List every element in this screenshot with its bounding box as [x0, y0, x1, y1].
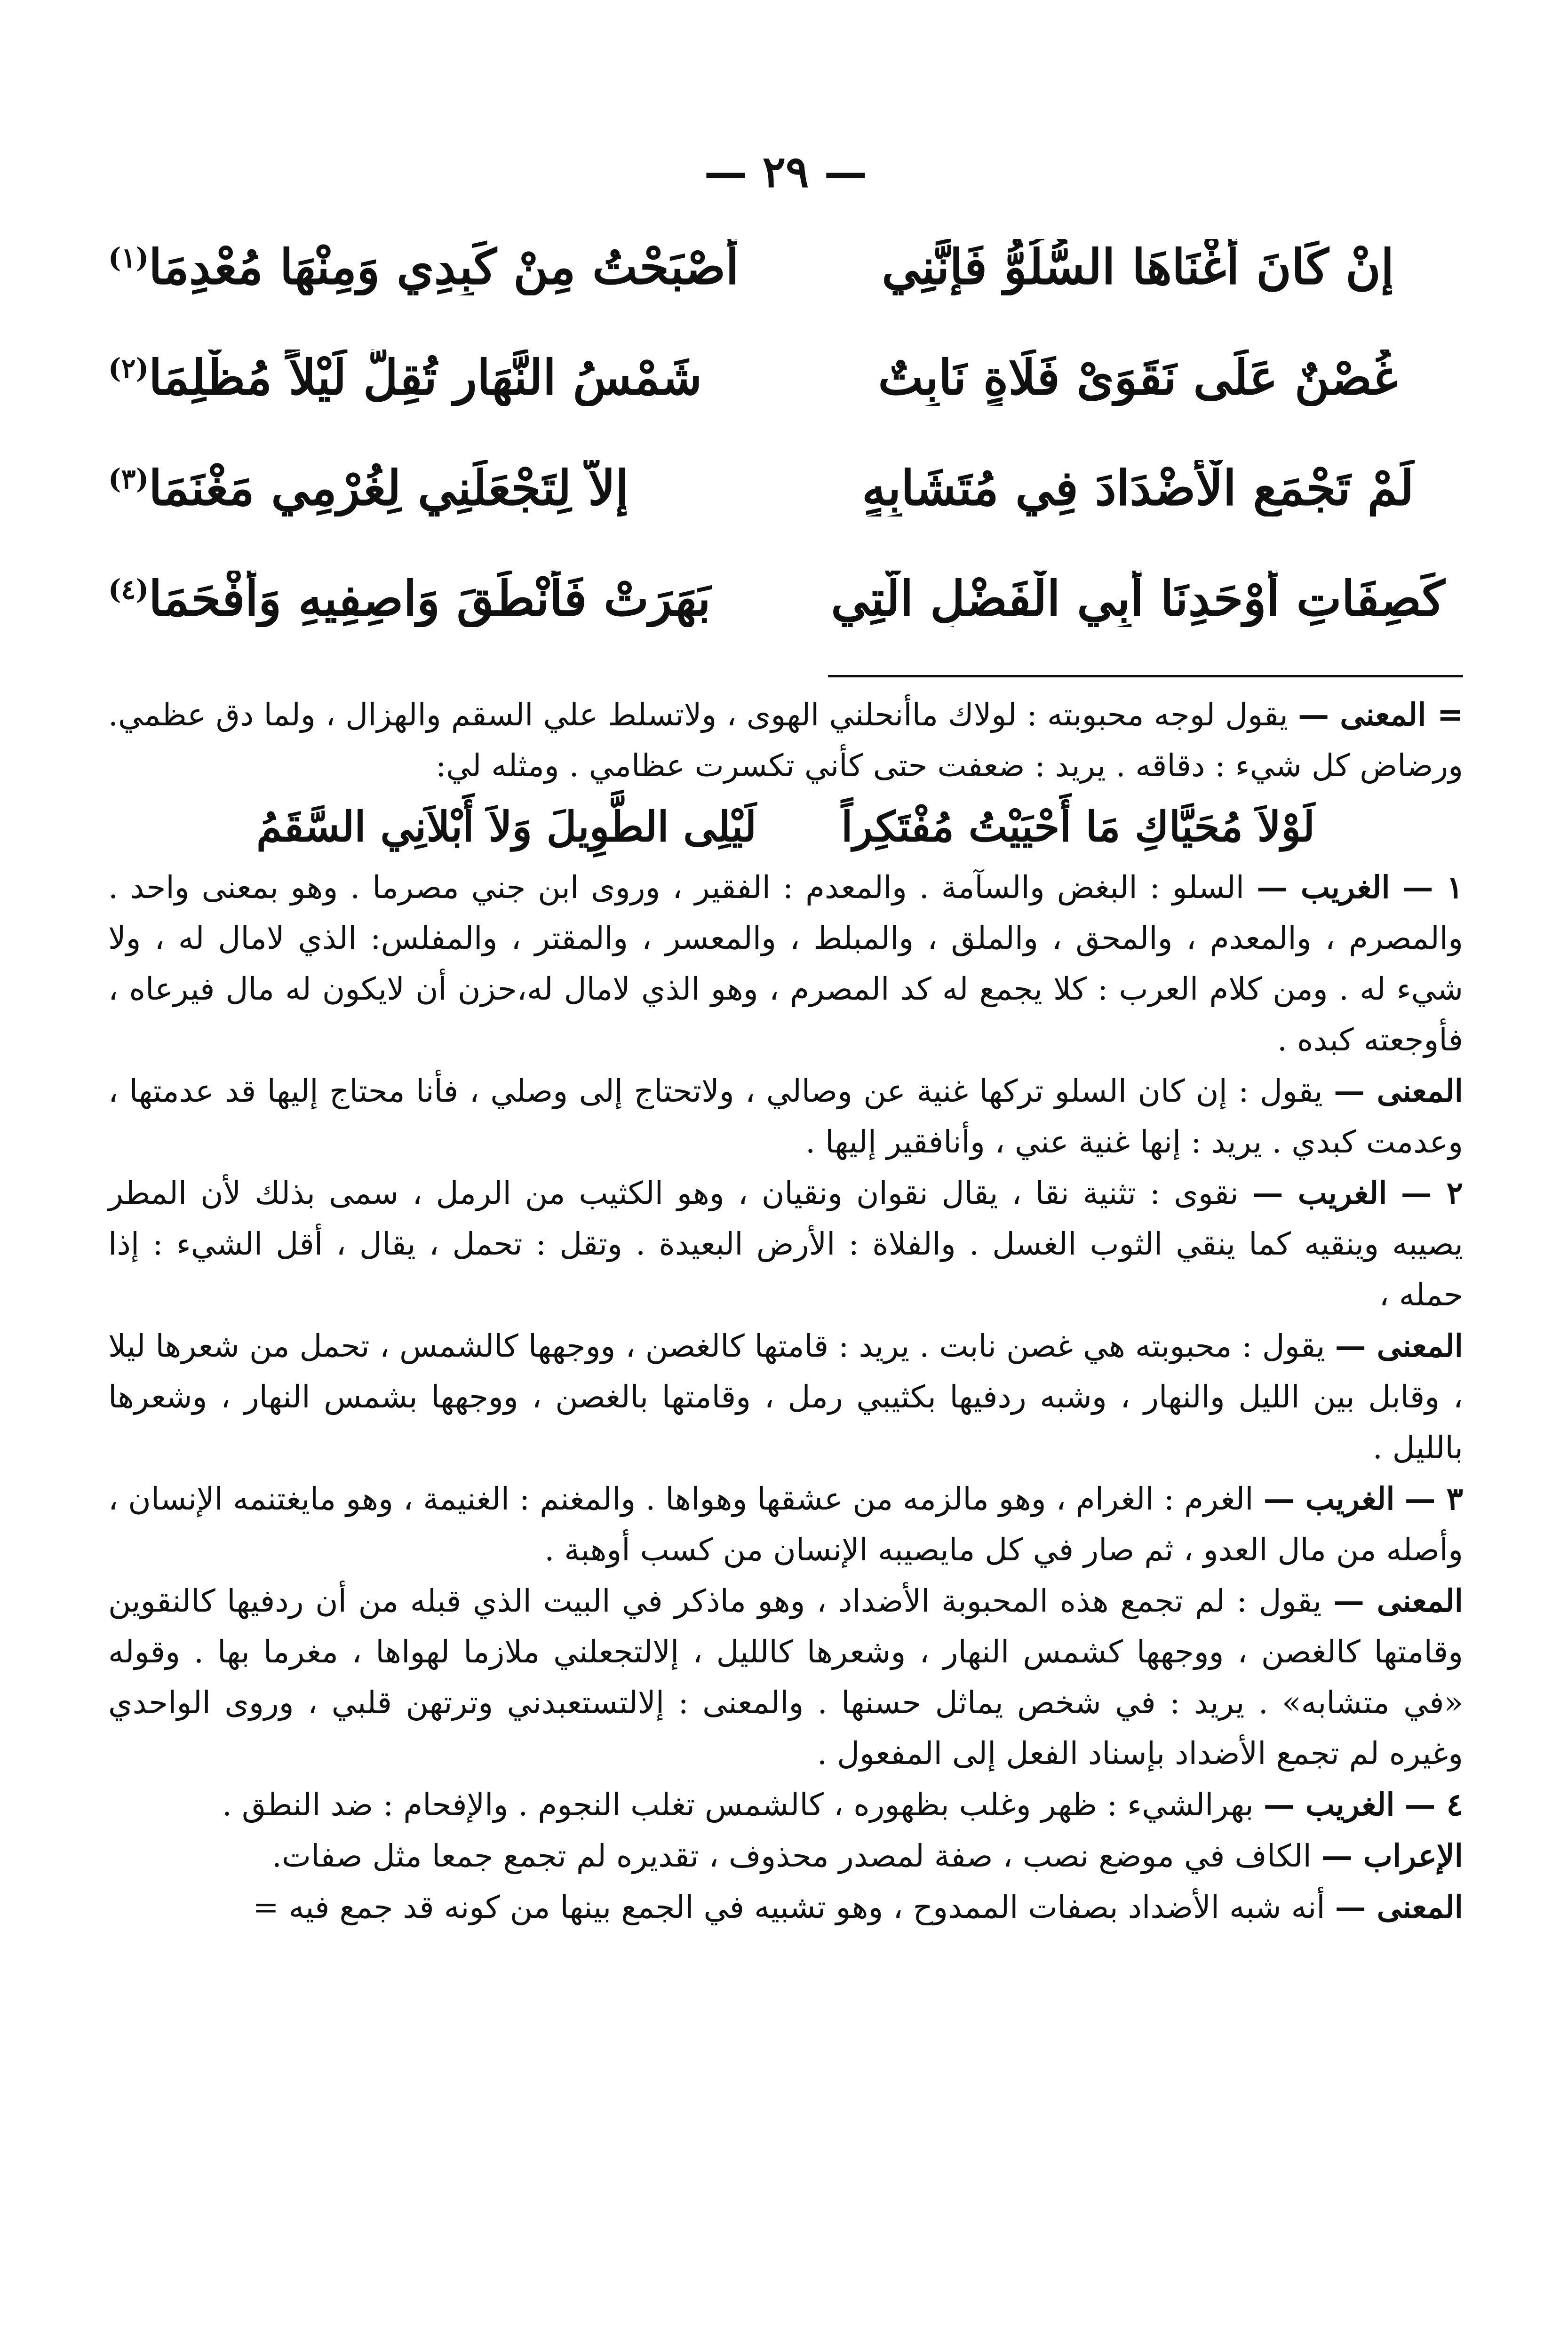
section-label: الغريب — [1263, 1786, 1395, 1823]
verse-second-hemistich [108, 460, 758, 516]
verse-first-hemistich: لَمْ تَجْمَعِ الْأَضْدَادَ فِي مُتَشَابِهٍ [862, 460, 1414, 516]
quoted-verse [108, 791, 1463, 862]
page-number: — ٢٩ — [704, 146, 868, 197]
section-text: بهرالشيء : ظهر وغلب بظهوره ، كالشمس تغلب النجوم . والإفحام : ضد النطق . [222, 1787, 1254, 1823]
quoted-verse-first: لَوْلاَ مُحَيَّاكِ مَا أَحْيَيْتُ مُفْتَكِراً [841, 802, 1315, 851]
footnote-ref: (٢) [108, 352, 149, 384]
footnote-ref: (١) [108, 241, 149, 274]
section-label: المعنى — [1334, 1073, 1463, 1109]
verse-text: أُصْبَحْتُ مِنْ كَبِدِي وَمِنْهَا مُعْدِمَا [149, 238, 739, 295]
quoted-verse-second: لَيْلِى الطَّوِيلَ وَلاَ أَبْلاَنِي السَّقَمُ [256, 802, 757, 851]
section-text: الغرم : الغرام ، وهو مالزمه من عشقها وهواها . والمغنم : الغنيمة ، وهو مايغتنمه الإنسان ، وأصله من مال العدو ، ثم صار في كل مايصيبه الإنسان من كسب أوهبة . [108, 1481, 1463, 1568]
footnote-ref: (٤) [108, 573, 149, 605]
section-text: نقوى : تثنية نقا ، يقال نقوان ونقيان ، وهو الكثيب من الرمل ، سمى بذلك لأن المطر يصيبه وينقيه كما ينقي الثوب الغسل . والفلاة : الأرض البعيدة . وتقل : تحمل ، يقال ، أقل الشيء : إذا حمله ، [108, 1175, 1463, 1313]
commentary-intro [108, 689, 1463, 791]
note-number: ١ — [1402, 869, 1464, 906]
note-paragraph [108, 1575, 1463, 1779]
section-text: يقول : إن كان السلو تركها غنية عن وصالي ، ولاتحتاج إلى وصلي ، فأنا محتاج إليها قد عدمتها ، وعدمت كبدي . يريد : إنها غنية عني ، وأنافقير إليها . [108, 1073, 1463, 1160]
section-text: الكاف في موضع نصب ، صفة لمصدر محذوف ، تقديره لم تجمع جمعا مثل صفات. [271, 1838, 1312, 1874]
separator-rule [828, 675, 1463, 677]
verse-line [108, 212, 1463, 322]
section-label: الإعراب — [1321, 1837, 1463, 1874]
note-paragraph [108, 1168, 1463, 1320]
section-label: الغريب — [1263, 1480, 1395, 1517]
note-number: ٢ — [1401, 1175, 1464, 1211]
verse-line [108, 322, 1463, 433]
note-paragraph [108, 862, 1463, 1065]
verse-second-hemistich [108, 239, 758, 295]
verse-first-hemistich: كَصِفَاتِ أَوْحَدِنَا أَبِي الْفَضْلِ الَّتِي [831, 570, 1445, 627]
section-text: أنه شبه الأضداد بصفات الممدوح ، وهو تشبيه في الجمع بينها من كونه قد جمع فيه = [253, 1889, 1325, 1925]
note-paragraph [108, 1320, 1463, 1473]
footnote-ref: (٣) [108, 462, 149, 495]
verse-first-hemistich: غُصْنٌ عَلَى نَقَوَىْ فَلَاةٍ نَابِتٌ [878, 349, 1398, 406]
section-text: السلو : البغض والسآمة . والمعدم : الفقير ، وروى ابن جني مصرما . وهو بمعنى واحد . والمصرم ، والمعدم ، والمحق ، والملق ، والمبلط ، والمعسر ، والمقتر ، والمفلس: الذي لامال له ، ولا شيء له . ومن كلام العرب : كلا يجمع له كد المصرم ، وهو الذي لامال له،حزن أن لايكون له مال فيرعاه ، فأوجعته كبده . [108, 869, 1463, 1058]
section-label: = المعنى — [1298, 696, 1464, 733]
note-number: ٣ — [1404, 1480, 1464, 1517]
verse-line [108, 433, 1463, 543]
section-label: المعنى — [1335, 1327, 1463, 1364]
page [108, 141, 1463, 2352]
section-label: المعنى — [1335, 1889, 1463, 1925]
verse-text: إِلاَّ لِتَجْعَلَنِي لِغُرْمِي مَغْنَمَا [149, 460, 629, 516]
section-text: يقول : لم تجمع هذه المحبوبة الأضداد ، وهو ماذكر في البيت الذي قبله من أن ردفيها كالنقوين وقامتها كالغصن ، ووجهها كشمس النهار ، وشعرها كالليل ، إلالتجعلني ملازما لهواها ، مغرما بها . وقوله «في متشابه» . يريد : في شخص يماثل حسنها . والمعنى : إلالتستعبدني وترتهن قلبي ، وروى الواحدي وغيره لم تجمع الأضداد بإسناد الفعل إلى المفعول . [108, 1583, 1463, 1772]
note-number: ٤ — [1404, 1786, 1463, 1823]
verse-text: شَمْسُ النَّهَارِ تُقِلُّ لَيْلاً مُظْلِمَا [149, 349, 702, 406]
section-text: يقول لوجه محبوبته : لولاك ماأنحلني الهوى ، ولاتسلط علي السقم والهزال ، ولما دق عظمي. ورضاض كل شيء : دقاقه . يريد : ضعفت حتى كأني تكسرت عظامي . ومثله لي: [108, 697, 1463, 784]
note-paragraph [108, 1065, 1463, 1168]
poem-verses [108, 212, 1463, 654]
section-label: الغريب — [1252, 1175, 1387, 1211]
note-paragraph [108, 1882, 1463, 1933]
commentary [108, 689, 1463, 1933]
note-paragraph [108, 1779, 1463, 1830]
verse-first-hemistich: إِنْ كَانَ أَغْنَاهَا السُّلُوُّ فَإِنَّنِي [882, 238, 1394, 295]
verse-text: بَهَرَتْ فَأَنْطَقَ وَاصِفِيهِ وَأَفْحَمَا [149, 570, 711, 627]
note-paragraph [108, 1473, 1463, 1575]
note-paragraph [108, 1830, 1463, 1882]
verse-second-hemistich [108, 571, 758, 627]
section-text: يقول : محبوبته هي غصن نابت . يريد : قامتها كالغصن ، ووجهها كالشمس ، تحمل من شعرها ليلا ، وقابل بين الليل والنهار ، وشبه ردفيها بكثيبي رمل ، وقامتها بالغصن ، ووجهها بشمس النهار ، وشعرها بالليل . [108, 1328, 1463, 1466]
verse-second-hemistich [108, 350, 758, 406]
verse-line [108, 543, 1463, 654]
section-label: المعنى — [1333, 1582, 1463, 1619]
section-label: الغريب — [1256, 869, 1390, 906]
